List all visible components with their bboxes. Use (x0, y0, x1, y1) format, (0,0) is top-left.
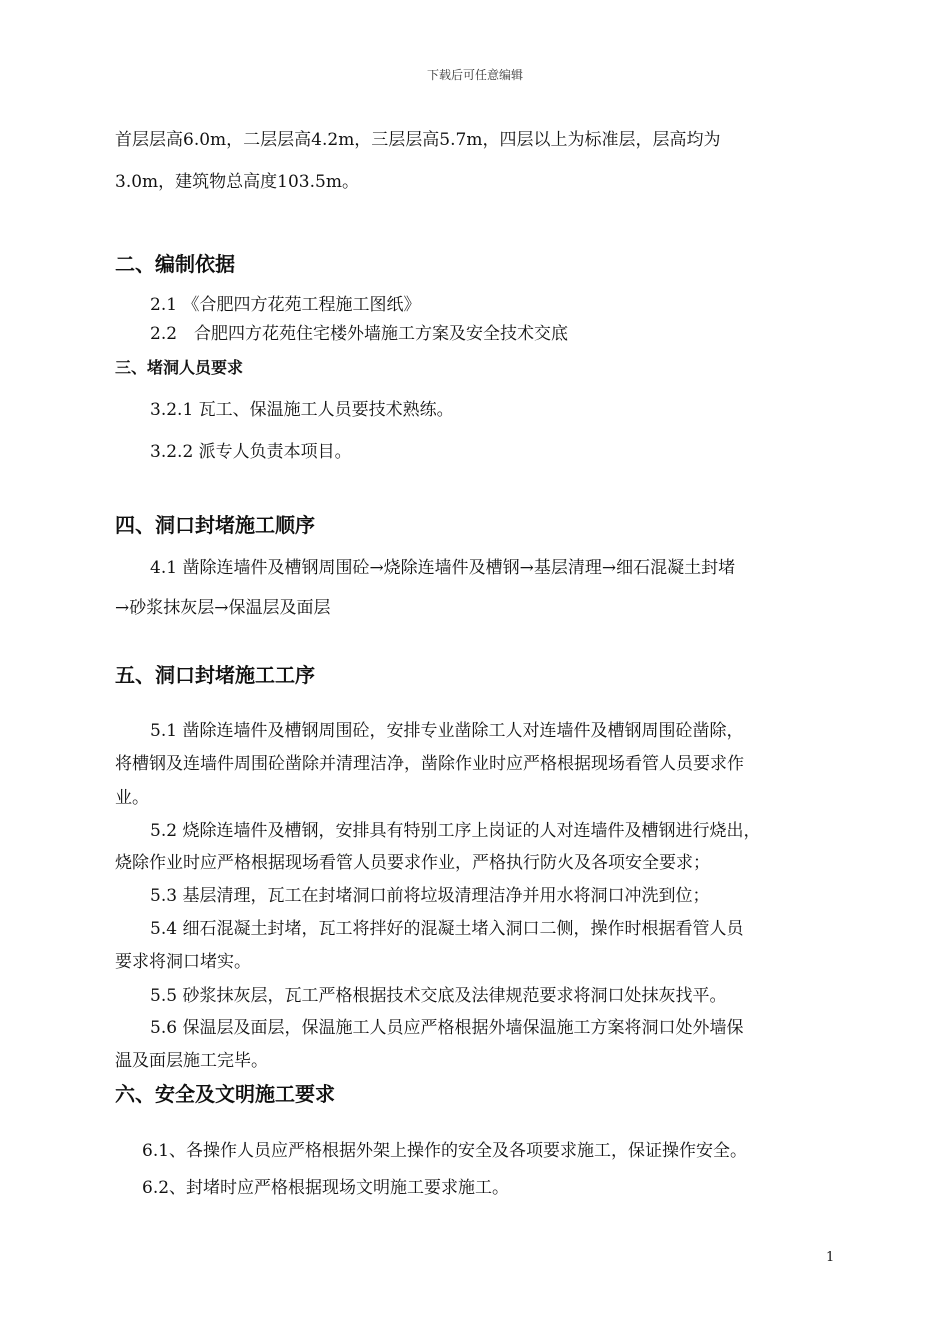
section-5-p1-line-1: 5.1 凿除连墙件及槽钢周围砼，安排专业凿除工人对连墙件及槽钢周围砼凿除， (150, 721, 744, 741)
section-5-p6-line-1: 5.6 保温层及面层，保温施工人员应严格根据外墙保温施工方案将洞口处外墙保 (150, 1018, 744, 1038)
section-2-item-2: 2.2 合肥四方花苑住宅楼外墙施工方案及安全技术交底 (150, 324, 569, 344)
section-5-p2-line-2: 烧除作业时应严格根据现场看管人员要求作业，严格执行防火及各项安全要求； (115, 853, 710, 873)
page-header: 下载后可任意编辑 (426, 68, 523, 82)
section-5-p5: 5.5 砂浆抹灰层，瓦工严格根据技术交底及法律规范要求将洞口处抹灰找平。 (150, 986, 727, 1006)
section-5-p3: 5.3 基层清理，瓦工在封堵洞口前将垃圾清理洁净并用水将洞口冲洗到位； (150, 886, 710, 906)
section-2-title: 二、编制依据 (115, 252, 235, 276)
intro-line-1: 首层层高6.0m，二层层高4.2m，三层层高5.7m，四层以上为标准层，层高均为 (115, 130, 721, 150)
section-3-item-2: 3.2.2 派专人负责本项目。 (150, 442, 352, 462)
section-5-p1-line-2: 将槽钢及连墙件周围砼凿除并清理洁净，凿除作业时应严格根据现场看管人员要求作 (115, 754, 744, 774)
intro-line-2: 3.0m，建筑物总高度103.5m。 (115, 172, 359, 192)
section-3-item-1: 3.2.1 瓦工、保温施工人员要技术熟练。 (150, 400, 454, 420)
page-number: 1 (826, 1250, 835, 1265)
section-5-p6-line-2: 温及面层施工完毕。 (115, 1051, 268, 1071)
section-5-p4-line-1: 5.4 细石混凝土封堵，瓦工将拌好的混凝土堵入洞口二侧，操作时根据看管人员 (150, 919, 744, 939)
section-4-line-2: →砂浆抹灰层→保温层及面层 (115, 598, 331, 618)
section-3-title: 三、堵洞人员要求 (115, 358, 244, 377)
section-5-p2-line-1: 5.2 烧除连墙件及槽钢，安排具有特别工序上岗证的人对连墙件及槽钢进行烧出， (150, 821, 761, 841)
section-6-title: 六、安全及文明施工要求 (115, 1082, 335, 1106)
section-6-item-1: 6.1、各操作人员应严格根据外架上操作的安全及各项要求施工，保证操作安全。 (142, 1141, 748, 1161)
section-4-line-1: 4.1 凿除连墙件及槽钢周围砼→烧除连墙件及槽钢→基层清理→细石混凝土封堵 (150, 558, 736, 578)
section-5-p1-line-3: 业。 (115, 788, 149, 808)
section-4-title: 四、洞口封堵施工顺序 (115, 513, 315, 537)
section-5-title: 五、洞口封堵施工工序 (115, 663, 315, 687)
section-2-item-1: 2.1 《合肥四方花苑工程施工图纸》 (150, 295, 421, 315)
section-6-item-2: 6.2、封堵时应严格根据现场文明施工要求施工。 (142, 1178, 510, 1198)
section-5-p4-line-2: 要求将洞口堵实。 (115, 952, 251, 972)
